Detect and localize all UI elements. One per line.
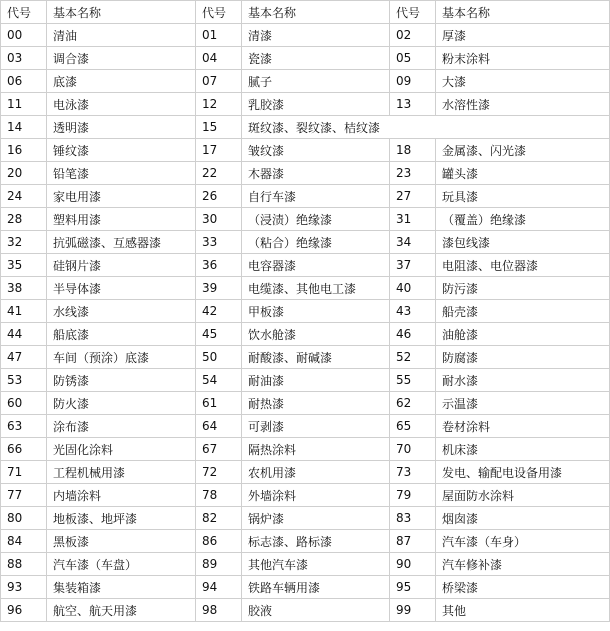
cell-code: 83 (390, 507, 436, 530)
table-row (1, 162, 610, 185)
cell-name: 防锈漆 (47, 369, 196, 392)
table-row (1, 24, 610, 47)
cell-name: 金属漆、闪光漆 (436, 139, 610, 162)
cell-code: 45 (196, 323, 242, 346)
cell-name: 乳胶漆 (242, 93, 390, 116)
table-row (1, 116, 610, 139)
cell-code: 36 (196, 254, 242, 277)
table-row (1, 300, 610, 323)
cell-name: 农机用漆 (242, 461, 390, 484)
cell-name: 电阻漆、电位器漆 (436, 254, 610, 277)
table-row (1, 553, 610, 576)
cell-name: 油舱漆 (436, 323, 610, 346)
cell-name: 甲板漆 (242, 300, 390, 323)
table-row (1, 415, 610, 438)
cell-name: 地板漆、地坪漆 (47, 507, 196, 530)
cell-name: 水溶性漆 (436, 93, 610, 116)
cell-name: 隔热涂料 (242, 438, 390, 461)
cell-code: 24 (1, 185, 47, 208)
cell-name: 可剥漆 (242, 415, 390, 438)
cell-name: 清漆 (242, 24, 390, 47)
cell-code: 71 (1, 461, 47, 484)
header-row (1, 1, 610, 24)
cell-name: 铁路车辆用漆 (242, 576, 390, 599)
cell-name: 汽车漆（车盘） (47, 553, 196, 576)
cell-name: 发电、输配电设备用漆 (436, 461, 610, 484)
cell-code: 42 (196, 300, 242, 323)
table-row (1, 599, 610, 622)
cell-name: 电泳漆 (47, 93, 196, 116)
cell-code: 16 (1, 139, 47, 162)
cell-code: 11 (1, 93, 47, 116)
cell-name: 透明漆 (47, 116, 196, 139)
table-row (1, 185, 610, 208)
cell-name: 抗弧磁漆、互感器漆 (47, 231, 196, 254)
cell-code: 53 (1, 369, 47, 392)
cell-name: 饮水舱漆 (242, 323, 390, 346)
header-name: 基本名称 (47, 1, 196, 24)
cell-code: 12 (196, 93, 242, 116)
cell-name: 防腐漆 (436, 346, 610, 369)
cell-code: 00 (1, 24, 47, 47)
cell-code: 07 (196, 70, 242, 93)
cell-code: 18 (390, 139, 436, 162)
cell-code: 04 (196, 47, 242, 70)
cell-code: 02 (390, 24, 436, 47)
table-row (1, 139, 610, 162)
header-code: 代号 (1, 1, 47, 24)
cell-code: 67 (196, 438, 242, 461)
cell-name: 机床漆 (436, 438, 610, 461)
cell-name: 漆包线漆 (436, 231, 610, 254)
cell-code: 64 (196, 415, 242, 438)
cell-name: 桥梁漆 (436, 576, 610, 599)
cell-name: 玩具漆 (436, 185, 610, 208)
cell-code: 41 (1, 300, 47, 323)
cell-name: 半导体漆 (47, 277, 196, 300)
cell-name: 船底漆 (47, 323, 196, 346)
cell-name: 调合漆 (47, 47, 196, 70)
cell-code: 17 (196, 139, 242, 162)
table-row (1, 461, 610, 484)
cell-code: 15 (196, 116, 242, 139)
cell-name: 光固化涂料 (47, 438, 196, 461)
cell-code: 86 (196, 530, 242, 553)
cell-code: 54 (196, 369, 242, 392)
cell-code: 06 (1, 70, 47, 93)
cell-code: 79 (390, 484, 436, 507)
cell-code: 27 (390, 185, 436, 208)
table-row (1, 254, 610, 277)
cell-code: 23 (390, 162, 436, 185)
cell-name: 厚漆 (436, 24, 610, 47)
cell-name: 汽车漆（车身） (436, 530, 610, 553)
cell-name: 其他 (436, 599, 610, 622)
cell-code: 70 (390, 438, 436, 461)
table-row (1, 507, 610, 530)
cell-name: 罐头漆 (436, 162, 610, 185)
header-code: 代号 (390, 1, 436, 24)
cell-code: 03 (1, 47, 47, 70)
cell-code: 40 (390, 277, 436, 300)
cell-name: 锤纹漆 (47, 139, 196, 162)
cell-name: 船壳漆 (436, 300, 610, 323)
cell-name: 卷材涂料 (436, 415, 610, 438)
cell-code: 28 (1, 208, 47, 231)
cell-name: 集装箱漆 (47, 576, 196, 599)
cell-name: 瓷漆 (242, 47, 390, 70)
cell-name: 黑板漆 (47, 530, 196, 553)
cell-name: 示温漆 (436, 392, 610, 415)
cell-code: 87 (390, 530, 436, 553)
cell-name: 其他汽车漆 (242, 553, 390, 576)
cell-code: 46 (390, 323, 436, 346)
cell-name: 烟囱漆 (436, 507, 610, 530)
cell-name: 腻子 (242, 70, 390, 93)
cell-code: 14 (1, 116, 47, 139)
cell-name: 锅炉漆 (242, 507, 390, 530)
cell-code: 22 (196, 162, 242, 185)
cell-code: 09 (390, 70, 436, 93)
cell-code: 31 (390, 208, 436, 231)
cell-name: 内墙涂料 (47, 484, 196, 507)
cell-code: 47 (1, 346, 47, 369)
cell-name: 底漆 (47, 70, 196, 93)
table-row (1, 438, 610, 461)
table-row (1, 369, 610, 392)
cell-name: 屋面防水涂料 (436, 484, 610, 507)
cell-code: 96 (1, 599, 47, 622)
cell-code: 39 (196, 277, 242, 300)
cell-code: 62 (390, 392, 436, 415)
cell-name: 耐热漆 (242, 392, 390, 415)
cell-code: 95 (390, 576, 436, 599)
cell-code: 61 (196, 392, 242, 415)
cell-name: 铅笔漆 (47, 162, 196, 185)
table-row (1, 277, 610, 300)
cell-name: 航空、航天用漆 (47, 599, 196, 622)
cell-code: 66 (1, 438, 47, 461)
table-row (1, 576, 610, 599)
cell-name: 塑料用漆 (47, 208, 196, 231)
cell-code: 98 (196, 599, 242, 622)
cell-name: 涂布漆 (47, 415, 196, 438)
cell-code: 89 (196, 553, 242, 576)
cell-name: 电容器漆 (242, 254, 390, 277)
cell-code: 43 (390, 300, 436, 323)
cell-name: 耐油漆 (242, 369, 390, 392)
header-code: 代号 (196, 1, 242, 24)
cell-code: 20 (1, 162, 47, 185)
table-row (1, 484, 610, 507)
cell-code: 05 (390, 47, 436, 70)
table-row (1, 323, 610, 346)
table-row (1, 93, 610, 116)
table-row (1, 208, 610, 231)
cell-code: 13 (390, 93, 436, 116)
cell-name: 胶液 (242, 599, 390, 622)
table-row (1, 70, 610, 93)
cell-name: 粉末涂料 (436, 47, 610, 70)
cell-code: 32 (1, 231, 47, 254)
cell-name: 硅钢片漆 (47, 254, 196, 277)
cell-name: 水线漆 (47, 300, 196, 323)
cell-code: 63 (1, 415, 47, 438)
cell-code: 82 (196, 507, 242, 530)
cell-name: 家电用漆 (47, 185, 196, 208)
cell-name: 斑纹漆、裂纹漆、桔纹漆 (242, 116, 610, 139)
table-row (1, 530, 610, 553)
cell-code: 93 (1, 576, 47, 599)
header-name: 基本名称 (436, 1, 610, 24)
cell-code: 94 (196, 576, 242, 599)
table-row (1, 346, 610, 369)
cell-name: 自行车漆 (242, 185, 390, 208)
table-row (1, 392, 610, 415)
cell-name: （浸渍）绝缘漆 (242, 208, 390, 231)
cell-code: 65 (390, 415, 436, 438)
cell-name: 标志漆、路标漆 (242, 530, 390, 553)
cell-name: 防污漆 (436, 277, 610, 300)
cell-code: 73 (390, 461, 436, 484)
cell-code: 50 (196, 346, 242, 369)
cell-name: 防火漆 (47, 392, 196, 415)
cell-code: 80 (1, 507, 47, 530)
cell-name: （粘合）绝缘漆 (242, 231, 390, 254)
cell-name: 耐水漆 (436, 369, 610, 392)
cell-name: 外墙涂料 (242, 484, 390, 507)
cell-code: 01 (196, 24, 242, 47)
cell-code: 33 (196, 231, 242, 254)
cell-code: 38 (1, 277, 47, 300)
cell-name: 木器漆 (242, 162, 390, 185)
cell-name: 耐酸漆、耐碱漆 (242, 346, 390, 369)
cell-code: 60 (1, 392, 47, 415)
cell-code: 26 (196, 185, 242, 208)
table-body (1, 24, 610, 622)
cell-name: 皱纹漆 (242, 139, 390, 162)
cell-code: 88 (1, 553, 47, 576)
cell-code: 72 (196, 461, 242, 484)
cell-code: 77 (1, 484, 47, 507)
table-row (1, 231, 610, 254)
cell-name: 电缆漆、其他电工漆 (242, 277, 390, 300)
cell-name: 清油 (47, 24, 196, 47)
cell-code: 30 (196, 208, 242, 231)
cell-code: 34 (390, 231, 436, 254)
cell-code: 90 (390, 553, 436, 576)
cell-code: 35 (1, 254, 47, 277)
cell-code: 84 (1, 530, 47, 553)
cell-name: 车间（预涂）底漆 (47, 346, 196, 369)
cell-name: 大漆 (436, 70, 610, 93)
cell-code: 78 (196, 484, 242, 507)
cell-code: 52 (390, 346, 436, 369)
cell-name: 工程机械用漆 (47, 461, 196, 484)
cell-code: 44 (1, 323, 47, 346)
cell-name: 汽车修补漆 (436, 553, 610, 576)
cell-code: 99 (390, 599, 436, 622)
cell-code: 37 (390, 254, 436, 277)
header-name: 基本名称 (242, 1, 390, 24)
cell-name: （覆盖）绝缘漆 (436, 208, 610, 231)
table-row (1, 47, 610, 70)
cell-code: 55 (390, 369, 436, 392)
